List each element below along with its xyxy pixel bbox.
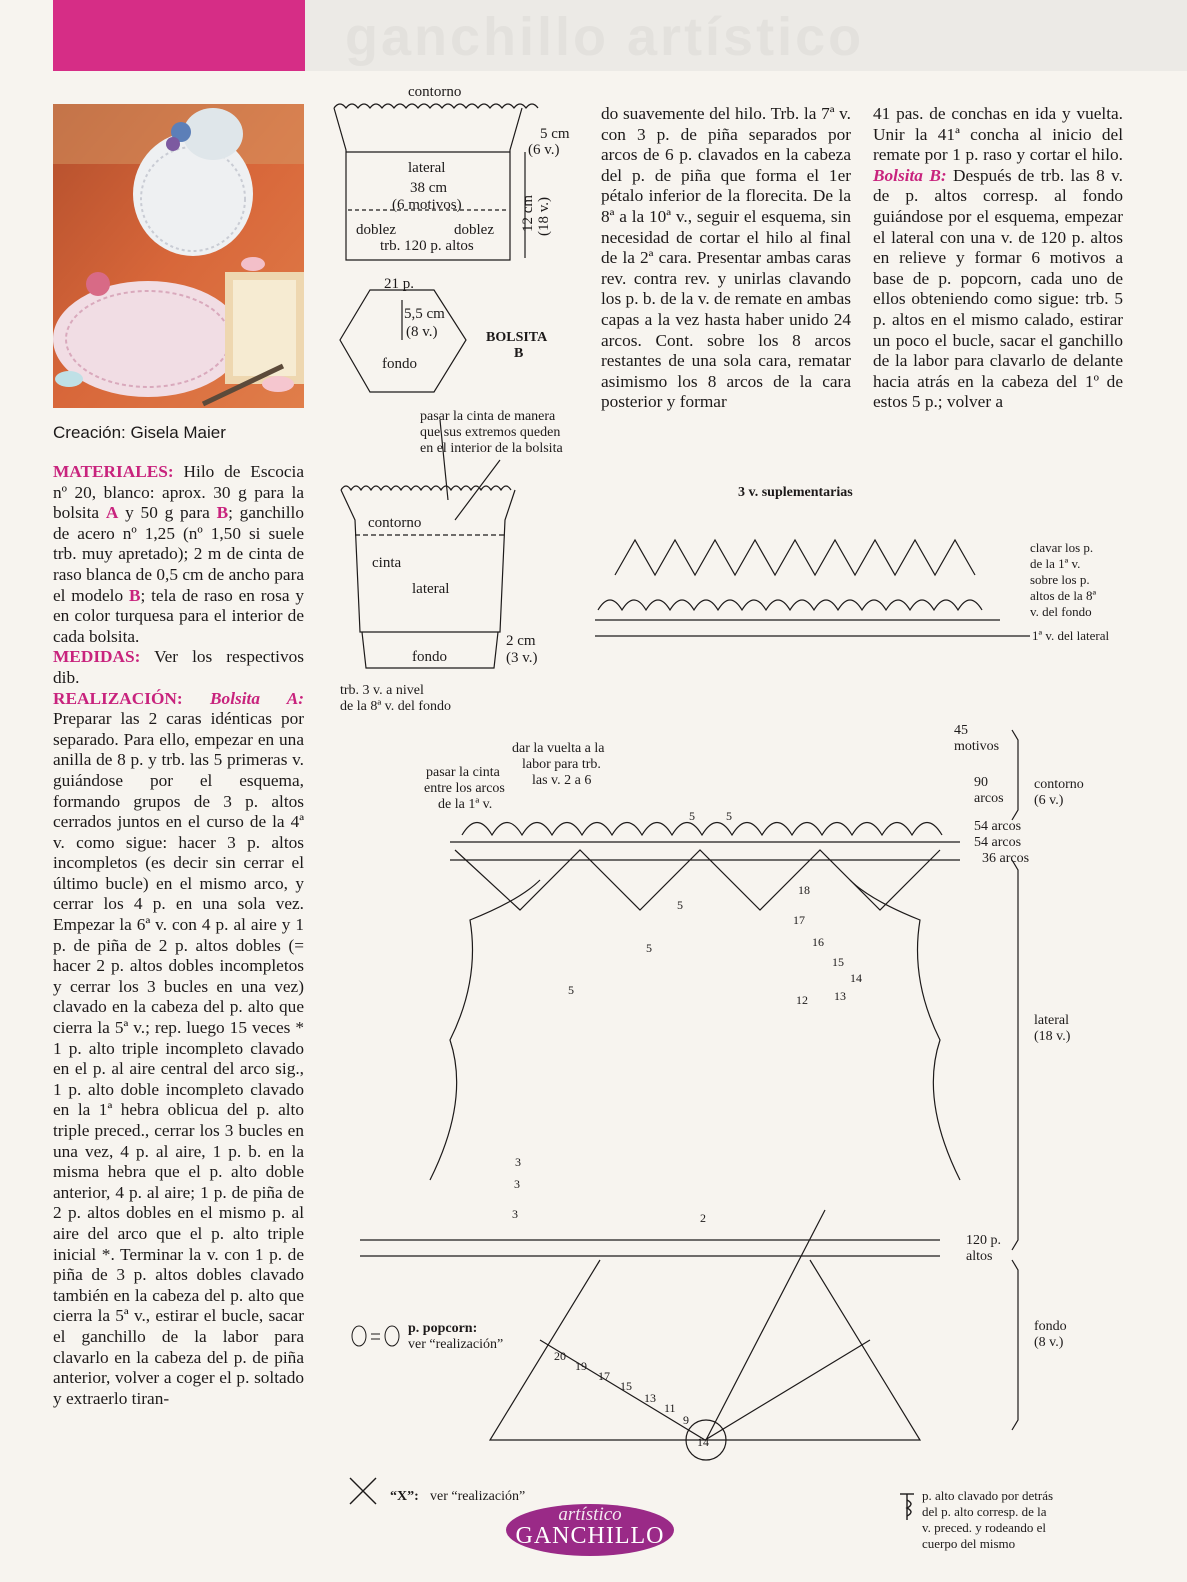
bag-lateral: lateral [412,581,450,597]
popcorn-text: ver “realización” [408,1337,504,1352]
chart-row-number: 9 [683,1413,689,1427]
bag-dim: 2 cm [506,633,536,649]
main-cinta-1: pasar la cinta [426,765,500,780]
bolsita-b-label: Bolsita B: [873,165,947,185]
column-materials [53,462,304,1409]
chart-row-number: 5 [646,941,652,955]
bag-note-3: en el interior de la bolsita [420,441,563,456]
chart-row-number: 14 [850,971,862,985]
bag-dim-v: (3 v.) [506,650,538,666]
chart-row-number: 11 [664,1401,676,1415]
chart-row-number: 15 [620,1379,632,1393]
popcorn-label: p. popcorn: [408,1321,478,1336]
hex-title-1: BOLSITA [486,330,548,345]
chart-row-number: 17 [793,913,805,927]
chart-row-number: 18 [798,883,810,897]
model-b: B [216,503,229,523]
logo-top: artístico [558,1504,622,1525]
header-ghost-band [305,0,1187,71]
bag-bottom-1: trb. 3 v. a nivel [340,683,424,698]
main-vuelta-3: las v. 2 a 6 [532,773,592,788]
back-post-stitch-symbol [900,1494,914,1520]
main-fondo: fondo [1034,1319,1067,1334]
header-color-band [53,0,305,71]
main-contorno: contorno [1034,777,1084,792]
suppl-note-5: v. del fondo [1030,604,1092,619]
main-contorno-v: (6 v.) [1034,793,1064,808]
suppl-note-3: sobre los p. [1030,572,1090,587]
bag-cinta: cinta [372,555,402,571]
chart-row-number: 13 [834,989,846,1003]
chart-row-number: 5 [689,809,695,823]
medidas-label: MEDIDAS: [53,647,141,667]
materiales-text-2: y 50 g para [125,503,210,523]
chart-row-number: 13 [644,1391,656,1405]
rect-doblez-right: doblez [454,222,494,238]
rect-dim-top: 5 cm [540,126,570,142]
chart-row-number: 16 [812,935,824,949]
rect-top-label: contorno [408,84,462,100]
medidas-text: Ver los respectivos dib. [53,647,304,687]
main-36-arcos: 36 arcos [982,851,1030,866]
main-fondo-v: (8 v.) [1034,1335,1064,1350]
chart-row-numbers [512,809,862,1449]
magazine-logo [503,1498,677,1558]
main-54-arcos-b: 54 arcos [974,835,1022,850]
rect-side-dim: 12 cm [520,194,536,232]
chart-row-number: 20 [554,1349,566,1363]
hex-title-2: B [514,346,524,361]
main-arcos90-n: 90 [974,775,988,790]
chart-row-number: 5 [568,983,574,997]
chart-row-number: 2 [700,1211,706,1225]
rect-side-dim-v: (18 v.) [536,196,552,236]
column-2 [601,104,851,413]
main-54-arcos-a: 54 arcos [974,819,1022,834]
x-text: ver “realización” [430,1489,526,1504]
suppl-note-1: clavar los p. [1030,540,1094,555]
chart-row-number: 3 [514,1177,520,1191]
popcorn-symbol [352,1326,399,1346]
realizacion-text: Preparar las 2 caras idénticas por separado. Para ello, empezar en una anilla de 8 p. y trb. las 5 primeras v. guiándose por el esquema, formando grupos de 3 p. altos cerrados juntos en el curso de la 4ª v. como sigue: hacer 3 p. altos incompletos (es decir sin cerrar el último bucle) en el mismo arco, y cerrar los 4 p. en una sola vez. Empezar la 6ª v. con 4 p. al aire y 1 p. de piña de 2 p. altos dobles (= hacer 2 p. altos dobles incompletos y cerrar los 3 bucles en una vez) clavado en la cabeza del p. alto que cierra la 5ª v.; rep. luego 15 veces * 1 p. alto triple incompleto clavado en el p. al aire central del arco sig., 1 p. alto doble incompleto clavado en la 1ª hebra oblicua del p. alto triple preced., cerrar los 3 bucles en una vez, 4 p. al aire, 1 p. b. en la misma hebra que el p. alto doble anterior, 4 p. al aire; 1 p. de piña de 2 p. altos dobles en el mismo p. al aire del arco que el p. alto triple inicial *. Terminar la v. con 1 p. de piña de 3 p. altos dobles clavado también en la cabeza del p. alto que cierra la 5ª v., estirar el bucle, sacar el ganchillo de la labor para clavarlo en la cabeza del p. de piña anterior, volver a coger el p. soltado y extraerlo tiran- [53,709,304,1408]
chart-row-number: 17 [598,1369,610,1383]
chart-row-number: 12 [796,993,808,1007]
main-lateral: lateral [1034,1013,1069,1028]
hex-top: 21 p. [384,276,414,292]
rect-bottom: trb. 120 p. altos [380,238,474,254]
main-arcos90: arcos [974,791,1004,806]
main-vuelta-1: dar la vuelta a la [512,741,605,756]
x-symbol [350,1478,376,1504]
main-lateral-v: (18 v.) [1034,1029,1071,1044]
bag-contorno: contorno [368,515,422,531]
x-label: “X”: [390,1489,419,1504]
materiales-label: MATERIALES: [53,462,174,481]
legend-line-4: cuerpo del mismo [922,1536,1016,1551]
column-2-text: do suavemente del hilo. Trb. la 7ª v. con 3 p. de piña separados por arcos de 6 p. clavados en la cabeza del p. de piña que forma el 1er pétalo inferior de la florecita. De la 8ª a la 10ª v., seguir el esquema, sin necesidad de cortar el hilo al final de la 2ª cara. Presentar ambas caras rev. contra rev. y unirlas clavando los p. b. de la v. de remate en ambas capas a la vez hasta haber unido 24 arcos. Cont. sobre los 8 arcos restantes de una sola cara, rematar asimismo los 8 arcos de la cara posterior y formar [601,104,851,412]
legend-line-2: del p. alto corresp. de la [922,1504,1047,1519]
hex-dim: 5,5 cm [404,306,445,322]
suppl-note-4: altos de la 8ª [1030,588,1097,603]
chart-row-number: 5 [677,898,683,912]
rect-center-1: lateral [408,160,446,176]
main-cinta-3: de la 1ª v. [438,797,493,812]
rect-center-3: (6 motivos) [392,197,462,213]
chart-row-number: 3 [512,1207,518,1221]
realizacion-label: REALIZACIÓN: [53,688,183,708]
main-motivos: motivos [954,739,1000,754]
main-motivos-n: 45 [954,723,968,738]
model-b2: B [128,585,141,605]
logo-bottom: GANCHILLO [515,1523,665,1549]
chart-row-number: 19 [575,1359,587,1373]
model-a: A [105,503,119,523]
hex-center: fondo [382,356,417,372]
chart-row-number: 15 [832,955,844,969]
column-3 [873,104,1123,413]
main-vuelta-2: labor para trb. [522,757,601,772]
rect-doblez-left: doblez [356,222,396,238]
suppl-note-2: de la 1ª v. [1030,556,1081,571]
suppl-row-label: 1ª v. del lateral [1032,628,1110,643]
bag-note-1: pasar la cinta de manera [420,409,556,424]
bag-bottom-2: de la 8ª v. del fondo [340,699,452,714]
main-altos: altos [966,1249,993,1264]
header-ghost-text: ganchillo artístico [345,7,865,67]
chart-row-number: 5 [726,809,732,823]
legend-line-3: v. preced. y rodeando el [922,1520,1047,1535]
bag-fondo: fondo [412,649,447,665]
main-120p: 120 p. [966,1233,1001,1248]
credit-line: Creación: Gisela Maier [53,423,226,442]
rect-dim-top-v: (6 v.) [528,142,560,158]
chart-row-number: 3 [515,1155,521,1169]
suppl-title: 3 v. suplementarias [738,485,853,500]
legend-line-1: p. alto clavado por detrás [922,1488,1054,1503]
materiales-text-3: ; ganchillo de acero nº 1,25 (nº 1,50 si suele trb. muy apretado); 2 m de cinta de raso blanca de 0,5 cm de ancho para el modelo [53,503,304,605]
bag-note-2: que sus extremos queden [420,425,561,440]
bolsita-a-label: Bolsita A: [210,688,304,708]
chart-row-number: 14 [697,1435,709,1449]
column-3-text-1: 41 pas. de conchas en ida y vuelta. Unir la 41ª concha al inicio del remate por 1 p. raso y cortar el hilo. [873,104,1123,165]
column-3-text-2: Después de trb. las 8 v. de p. altos corresp. al fondo guiándose por el esquema, empezar el lateral con una v. de 120 p. altos en relieve y formar 6 motivos a base de p. popcorn, cada uno de ellos obteniendo como sigue: trb. 5 p. altos en el mismo calado, estirar un poco el bucle, sacar el ganchillo de la labor para clavarlo de delante hacia atrás en la cabeza del 1º de estos 5 p.; volver a [873,165,1123,412]
rect-center-2: 38 cm [410,180,448,196]
hex-dim-v: (8 v.) [406,324,438,340]
main-cinta-2: entre los arcos [424,781,505,796]
product-photo [53,104,304,408]
materiales-text-1: Hilo de Escocia nº 20, blanco: aprox. 30 g para la bolsita [53,462,304,523]
materiales-text-4: ; tela de raso en rosa y en color turquesa para el interior de cada bolsita. [53,585,304,646]
